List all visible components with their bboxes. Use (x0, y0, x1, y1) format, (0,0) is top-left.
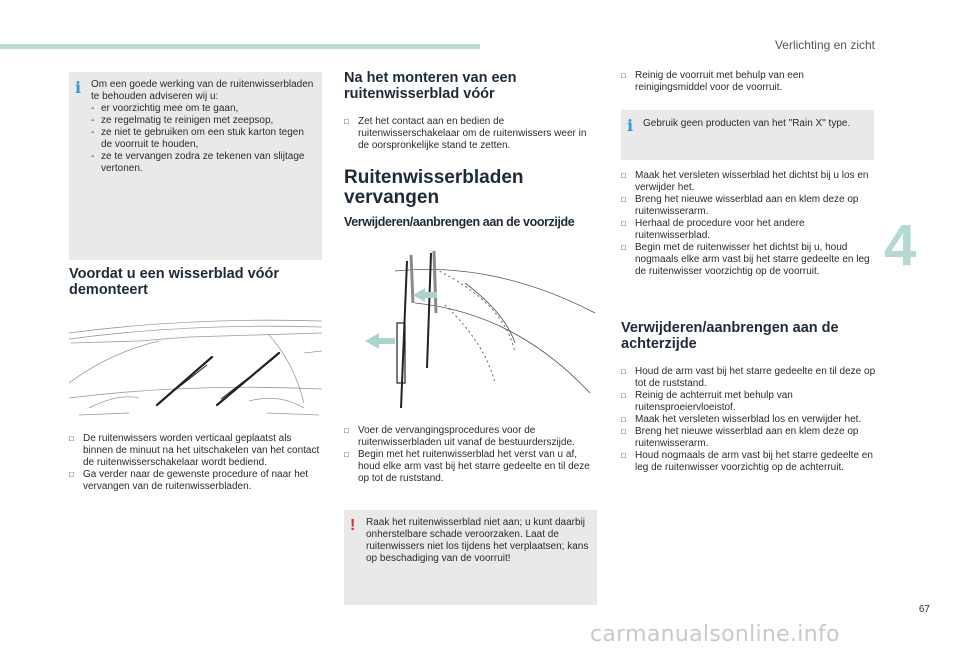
section-heading: Verwijderen/aanbrengen aan de achterzijde (621, 320, 839, 352)
bullet-list (621, 70, 877, 94)
list-item: □ Ga verder naar de gewenste procedure of naar het vervangen van de ruitenwisserbladen. (69, 469, 324, 493)
page-section-title: Ruitenwisserbladen vervangen (344, 167, 524, 208)
bullet-list (69, 433, 324, 493)
header-accent-bar (0, 44, 480, 49)
list-item: □ Begin met de ruitenwisser het dichtst bij u, houd nogmaals elke arm vast bij het starre gedeelte en leg de ruitenwisser voorzichtig op de voorruit. (621, 242, 877, 278)
list-item: □ Voer de vervangingsprocedures voor de ruitenwisserbladen uit vanaf de bestuurderszijde. (344, 425, 600, 449)
note-text: Gebruik geen producten van het "Rain X" type. (643, 118, 851, 129)
list-item: □ Begin met het ruitenwisserblad het verst van u af, houd elke arm vast bij het starre gedeelte en til deze op tot de ruststand. (344, 449, 600, 485)
note-item: - ze niet te gebruiken om een stuk karton tegen de voorruit te houden, (91, 127, 316, 151)
bullet-list (621, 170, 877, 278)
note-intro: Om een goede werking van de ruitenwisserbladen te behouden adviseren wij u: (91, 79, 314, 102)
info-note (69, 72, 322, 260)
warning-icon: ! (350, 517, 356, 534)
list-item: □ Herhaal de procedure voor het andere ruitenwisserblad. (621, 218, 877, 242)
chapter-number: 4 (884, 213, 917, 278)
note-item: - er voorzichtig mee om te gaan, (91, 103, 316, 115)
chapter-title: Verlichting en zicht (774, 38, 875, 52)
warning-text: Raak het ruitenwisserblad niet aan; u kunt daarbij onherstelbare schade veroorzaken. Laat de ruitenwissers niet los tijdens het verplaatsen; kans op beschadiging van de voorruit! (366, 517, 589, 564)
info-icon: i (627, 116, 634, 135)
info-icon: i (75, 78, 82, 97)
list-item: □ De ruitenwissers worden verticaal geplaatst als binnen de minuut na het uitschakelen van het contact de ruitenwisserschakelaar wordt bediend. (69, 433, 324, 469)
note-item: - ze te vervangen zodra ze tekenen van slijtage vertonen. (91, 151, 316, 175)
list-item: □ Zet het contact aan en bedien de ruitenwisserschakelaar om de ruitenwissers weer in de oorspronkelijke stand te zetten. (344, 116, 600, 152)
list-item: □ Reinig de voorruit met behulp van een reinigingsmiddel voor de voorruit. (621, 70, 877, 94)
info-note (621, 110, 874, 160)
subsection-heading: Verwijderen/aanbrengen aan de voorzijde (344, 215, 575, 229)
list-item: □ Reinig de achterruit met behulp van ruitensproeiervloeistof. (621, 390, 877, 414)
warning-note (344, 510, 597, 605)
list-item: □ Maak het versleten wisserblad het dichtst bij u los en verwijder het. (621, 170, 877, 194)
section-heading: Na het monteren van een ruitenwisserblad vóór (344, 70, 517, 102)
wiper-blade-removal-illustration (355, 243, 595, 413)
list-item: □ Maak het versleten wisserblad los en verwijder het. (621, 414, 877, 426)
page-number: 67 (918, 604, 930, 615)
list-item: □ Breng het nieuwe wisserblad aan en klem deze op ruitenwisserarm. (621, 194, 877, 218)
list-item: □ Houd de arm vast bij het starre gedeelte en til deze op tot de ruststand. (621, 366, 877, 390)
section-heading: Voordat u een wisserblad vóór demonteert (69, 266, 280, 298)
windshield-wipers-illustration (69, 313, 322, 423)
note-item: - ze regelmatig te reinigen met zeepsop, (91, 115, 316, 127)
watermark: carmanualsonline.info (590, 622, 840, 647)
bullet-list (621, 366, 877, 474)
list-item: □ Breng het nieuwe wisserblad aan en klem deze op ruitenwisserarm. (621, 426, 877, 450)
list-item: □ Houd nogmaals de arm vast bij het starre gedeelte en leg de ruitenwisser voorzichtig op de achterruit. (621, 450, 877, 474)
bullet-list (344, 425, 600, 485)
bullet-list (344, 116, 600, 152)
